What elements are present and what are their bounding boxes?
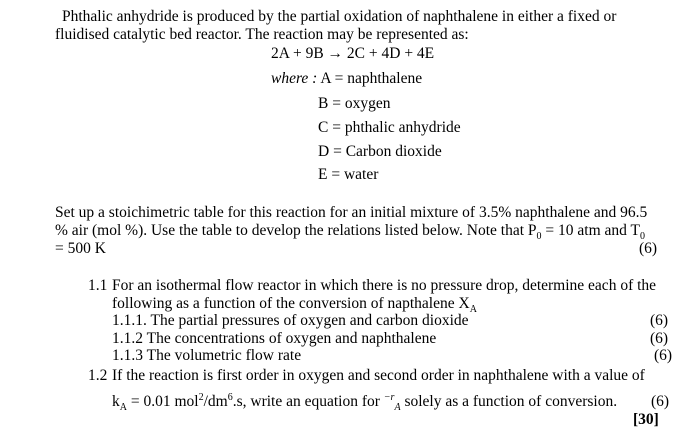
rate-symbol: $^{-r}_A$ (383, 391, 401, 414)
species-d: D = Carbon dioxide (318, 143, 442, 160)
q1-1-line-2: following as a function of the conversion of napthalene $X_A$ (112, 295, 477, 316)
where-line (271, 70, 422, 87)
q1-2-line-1: If the reaction is first order in oxygen and second order in naphthalene with a value of (112, 367, 645, 384)
q1-2-line-2: $k_A = 0.01$ $mol^2/dm^6.s$, write an equation for $^{-r}_A$ solely as a function of conversion. (112, 391, 618, 414)
species-c: C = phthalic anhydride (318, 119, 461, 136)
q1-1-2-marks: (6) (650, 330, 669, 347)
intro-line-1: Phthalic anhydride is produced by the partial oxidation of naphthalene in either a fixed or (62, 8, 617, 25)
q1-2-number: 1.2 (88, 367, 108, 384)
intro-line-2: fluidised catalytic bed reactor. The reaction may be represented as: (55, 26, 469, 43)
where-label: where : (271, 70, 318, 87)
q1-1-number: 1.1 (88, 277, 108, 294)
setup-line-3: = 500 K (55, 240, 106, 257)
setup-marks: (6) (639, 240, 658, 257)
q1-1-line-1: For an isothermal flow reactor in which there is no pressure drop, determine each of the (112, 277, 657, 294)
q1-1-2: 1.1.2 The concentrations of oxygen and naphthalene (112, 330, 437, 347)
q1-1-1: 1.1.1. The partial pressures of oxygen and carbon dioxide (112, 312, 469, 329)
q1-1-1-marks: (6) (650, 312, 669, 329)
setup-line-2: % air (mol %). Use the table to develop the relations listed below. Note that $P_0 = 10$ atm and $T_0$ (55, 222, 645, 243)
q1-1-3: 1.1.3 The volumetric flow rate (112, 347, 302, 364)
species-e: E = water (318, 166, 379, 183)
q1-2-marks: (6) (651, 393, 670, 410)
q1-1-3-marks: (6) (654, 347, 673, 364)
species-b: B = oxygen (318, 95, 391, 112)
species-a: A = naphthalene (320, 70, 423, 87)
reaction-equation: 2A + 9B → 2C + 4D + 4E (271, 45, 435, 62)
total-marks: [30] (633, 411, 659, 428)
setup-line-1: Set up a stoichimetric table for this reaction for an initial mixture of 3.5% naphthalene and 96.5 (55, 204, 648, 221)
